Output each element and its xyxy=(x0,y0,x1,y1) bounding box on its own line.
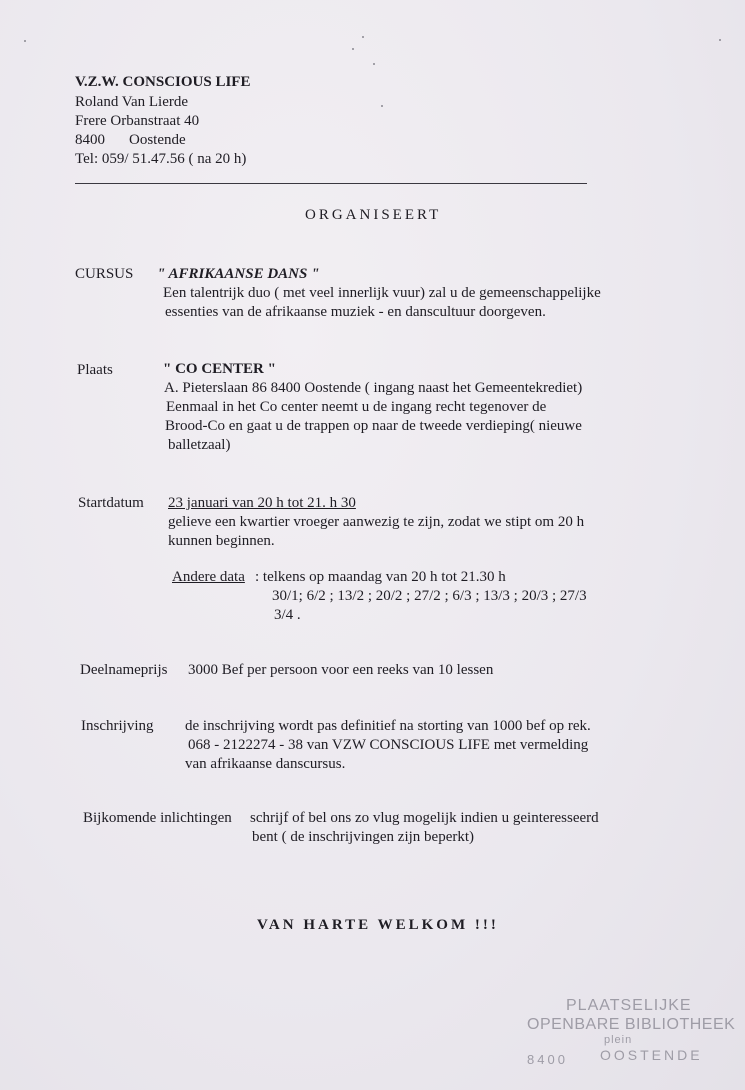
stamp-line: OPENBARE BIBLIOTHEEK xyxy=(527,1016,736,1033)
deelnameprijs-text: 3000 Bef per persoon voor een reeks van 10 lessen xyxy=(188,662,494,678)
start-date: 23 januari van 20 h tot 21. h 30 xyxy=(168,495,356,511)
street-address: Frere Orbanstraat 40 xyxy=(75,113,200,129)
org-name: V.Z.W. CONSCIOUS LIFE xyxy=(75,74,251,90)
stamp-line: plein xyxy=(604,1034,633,1046)
cursus-line: essenties van de afrikaanse muziek - en danscultuur doorgeven. xyxy=(165,304,546,320)
inschrijving-line: 068 - 2122274 - 38 van VZW CONSCIOUS LIFE met vermelding xyxy=(188,737,589,753)
cursus-title: " AFRIKAANSE DANS " xyxy=(157,266,320,282)
plaats-label: Plaats xyxy=(77,362,113,378)
startdatum-line: gelieve een kwartier vroeger aanwezig te zijn, zodat we stipt om 20 h xyxy=(168,514,585,530)
stamp-city: OOSTENDE xyxy=(600,1047,703,1063)
inlichtingen-label: Bijkomende inlichtingen xyxy=(83,810,232,826)
stamp-postcode: 8400 xyxy=(527,1052,568,1067)
dates-list: 30/1; 6/2 ; 13/2 ; 20/2 ; 27/2 ; 6/3 ; 13/3 ; 20/3 ; 27/3 xyxy=(272,588,587,604)
startdatum-label: Startdatum xyxy=(78,495,144,511)
startdatum-line: kunnen beginnen. xyxy=(168,533,275,549)
speck xyxy=(719,39,721,41)
header-divider xyxy=(75,183,587,184)
andere-data-label: Andere data xyxy=(172,569,245,585)
cursus-label: CURSUS xyxy=(75,266,134,282)
cursus-line: Een talentrijk duo ( met veel innerlijk vuur) zal u de gemeenschappelijke xyxy=(163,285,601,301)
plaats-line: balletzaal) xyxy=(168,437,231,453)
dates-list: 3/4 . xyxy=(274,607,301,623)
postcode: 8400 xyxy=(75,132,105,148)
plaats-line: Brood-Co en gaat u de trappen op naar de tweede verdieping( nieuwe xyxy=(165,418,582,434)
plaats-line: A. Pieterslaan 86 8400 Oostende ( ingang naast het Gemeentekrediet) xyxy=(164,380,583,396)
speck xyxy=(381,105,383,107)
deelnameprijs-label: Deelnameprijs xyxy=(80,662,168,678)
speck xyxy=(24,40,26,42)
speck xyxy=(373,63,375,65)
inschrijving-line: van afrikaanse danscursus. xyxy=(185,756,346,772)
andere-data-text: : telkens op maandag van 20 h tot 21.30 h xyxy=(255,569,506,585)
inschrijving-line: de inschrijving wordt pas definitief na storting van 1000 bef op rek. xyxy=(185,718,591,734)
plaats-title: " CO CENTER " xyxy=(163,361,276,377)
heading-organiseert: ORGANISEERT xyxy=(305,207,442,223)
inlichtingen-line: schrijf of bel ons zo vlug mogelijk indien u geinteresseerd xyxy=(250,810,599,826)
speck xyxy=(362,36,364,38)
plaats-line: Eenmaal in het Co center neemt u de ingang recht tegenover de xyxy=(166,399,547,415)
city: Oostende xyxy=(129,132,186,148)
stamp-line: PLAATSELIJKE xyxy=(566,997,692,1014)
telephone: Tel: 059/ 51.47.56 ( na 20 h) xyxy=(75,151,247,167)
inschrijving-label: Inschrijving xyxy=(81,718,154,734)
contact-name: Roland Van Lierde xyxy=(75,94,189,110)
inlichtingen-line: bent ( de inschrijvingen zijn beperkt) xyxy=(252,829,475,845)
welcome-text: VAN HARTE WELKOM !!! xyxy=(257,917,499,933)
speck xyxy=(352,48,354,50)
